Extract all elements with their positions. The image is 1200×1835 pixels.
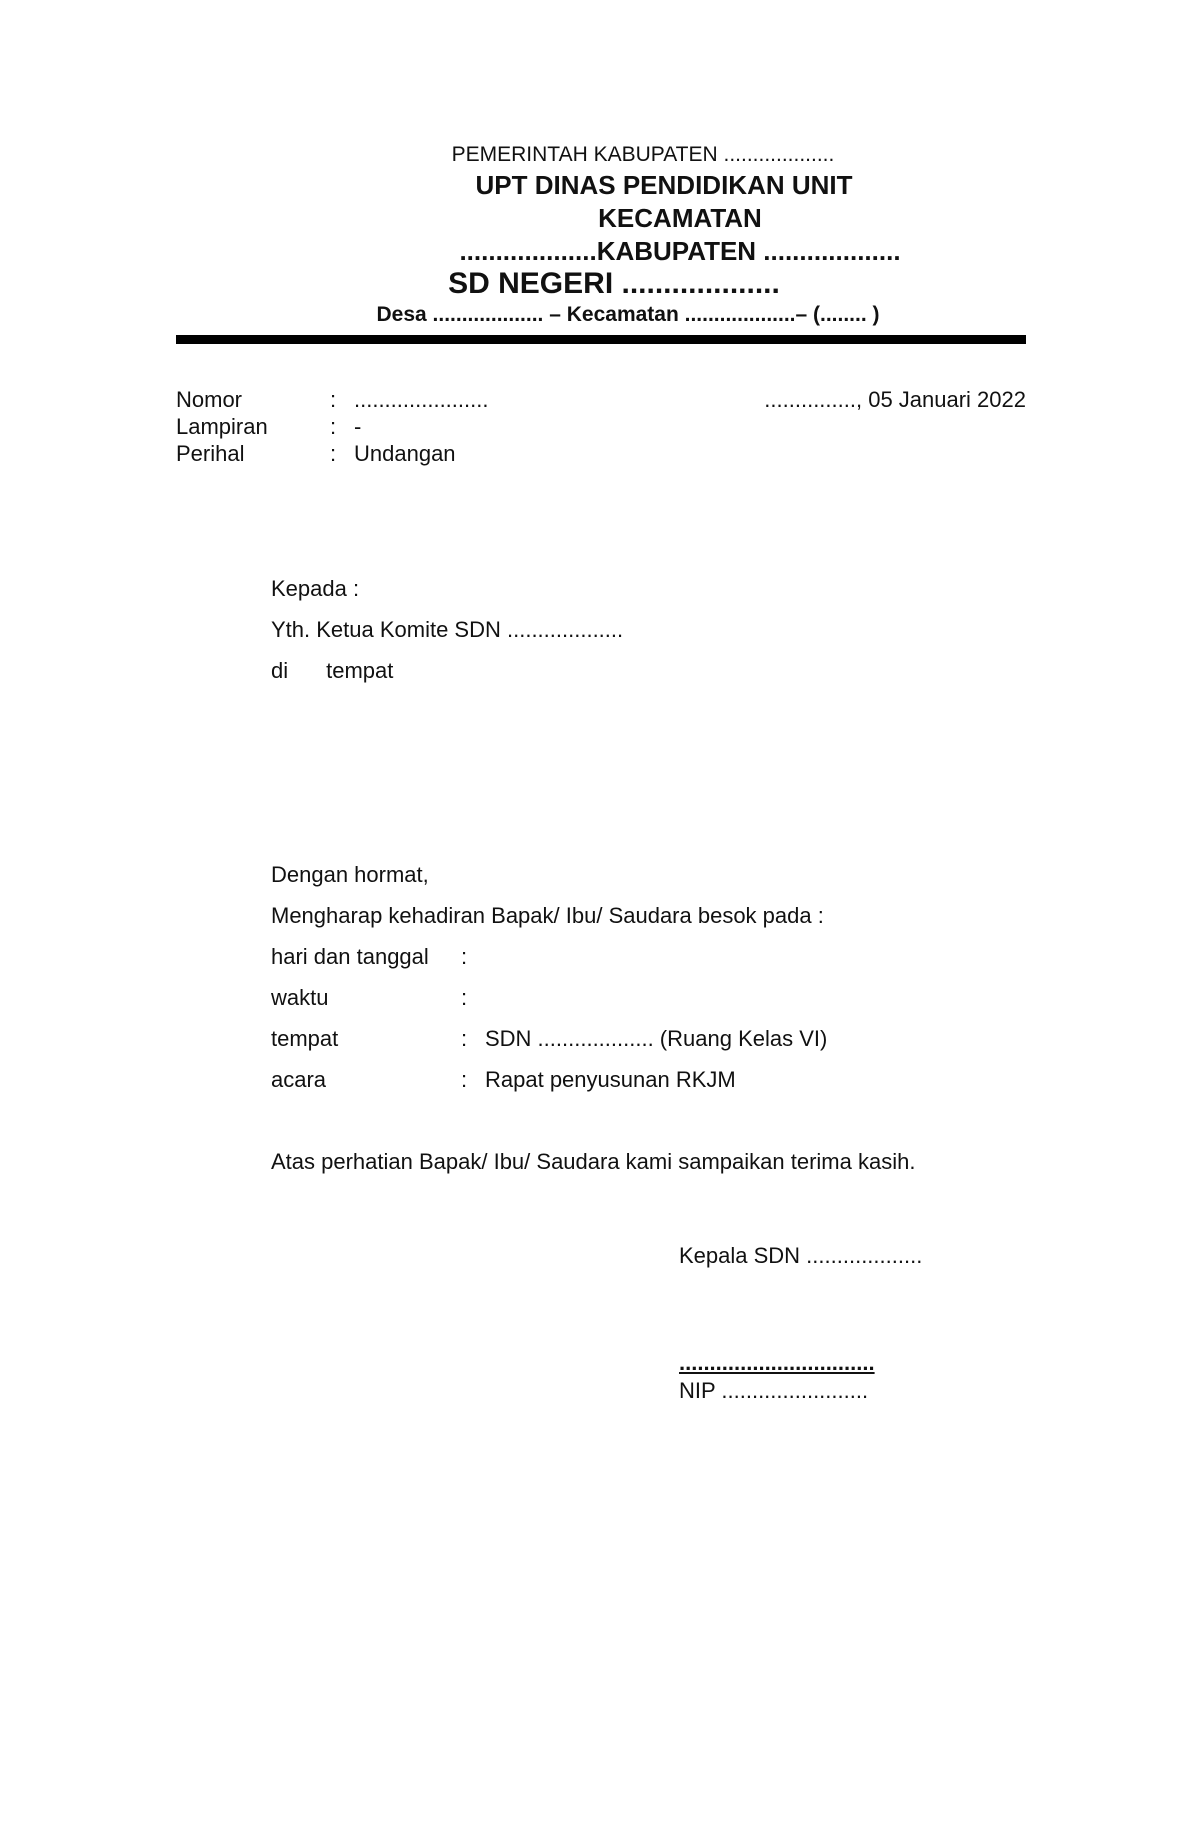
lampiran-colon: : bbox=[330, 414, 337, 439]
field-label-date: hari dan tanggal bbox=[271, 944, 429, 969]
nomor-label: Nomor bbox=[176, 387, 243, 412]
letterhead-agency: UPT DINAS PENDIDIKAN UNIT bbox=[475, 170, 853, 200]
recipient-tempat: tempat bbox=[326, 658, 394, 683]
letterhead-school-name: SD NEGERI ................... bbox=[448, 267, 780, 300]
perihal-value: Undangan bbox=[354, 441, 456, 466]
perihal-label: Perihal bbox=[176, 441, 245, 466]
letterhead-district: KECAMATAN bbox=[598, 203, 762, 233]
field-label-time: waktu bbox=[271, 985, 329, 1010]
recipient-location bbox=[271, 658, 393, 684]
nomor-colon: : bbox=[330, 387, 337, 412]
lampiran-label: Lampiran bbox=[176, 414, 268, 439]
perihal-colon: : bbox=[330, 441, 337, 466]
letterhead-regency: ...................KABUPATEN ................... bbox=[459, 236, 901, 266]
invitation-intro: Mengharap kehadiran Bapak/ Ibu/ Saudara besok pada : bbox=[271, 903, 824, 928]
closing-sentence: Atas perhatian Bapak/ Ibu/ Saudara kami sampaikan terima kasih. bbox=[271, 1149, 916, 1174]
letterhead-government: PEMERINTAH KABUPATEN ................... bbox=[451, 143, 835, 166]
field-colon-agenda: : bbox=[461, 1067, 468, 1092]
recipient-di: di bbox=[271, 658, 289, 683]
signature-name: ................................ bbox=[679, 1350, 875, 1375]
field-label-agenda: acara bbox=[271, 1067, 327, 1092]
recipient-kepada: Kepada : bbox=[271, 576, 360, 601]
letterhead-address: Desa ................... – Kecamatan ...................– (........ ) bbox=[376, 303, 880, 326]
field-label-place: tempat bbox=[271, 1026, 339, 1051]
field-colon-time: : bbox=[461, 985, 468, 1010]
lampiran-value: - bbox=[354, 414, 362, 439]
signature-nip: NIP ........................ bbox=[679, 1378, 869, 1403]
field-value-place: SDN ................... (Ruang Kelas VI) bbox=[485, 1026, 828, 1051]
letterhead-divider bbox=[176, 335, 1026, 344]
field-colon-place: : bbox=[461, 1026, 468, 1051]
letter-date: ..............., 05 Januari 2022 bbox=[764, 387, 1026, 412]
field-colon-date: : bbox=[461, 944, 468, 969]
recipient-yth: Yth. Ketua Komite SDN ................... bbox=[271, 617, 624, 642]
field-value-agenda: Rapat penyusunan RKJM bbox=[485, 1067, 736, 1092]
signature-title: Kepala SDN ................... bbox=[679, 1243, 923, 1268]
salutation: Dengan hormat, bbox=[271, 862, 429, 887]
nomor-value: ...................... bbox=[354, 387, 489, 412]
